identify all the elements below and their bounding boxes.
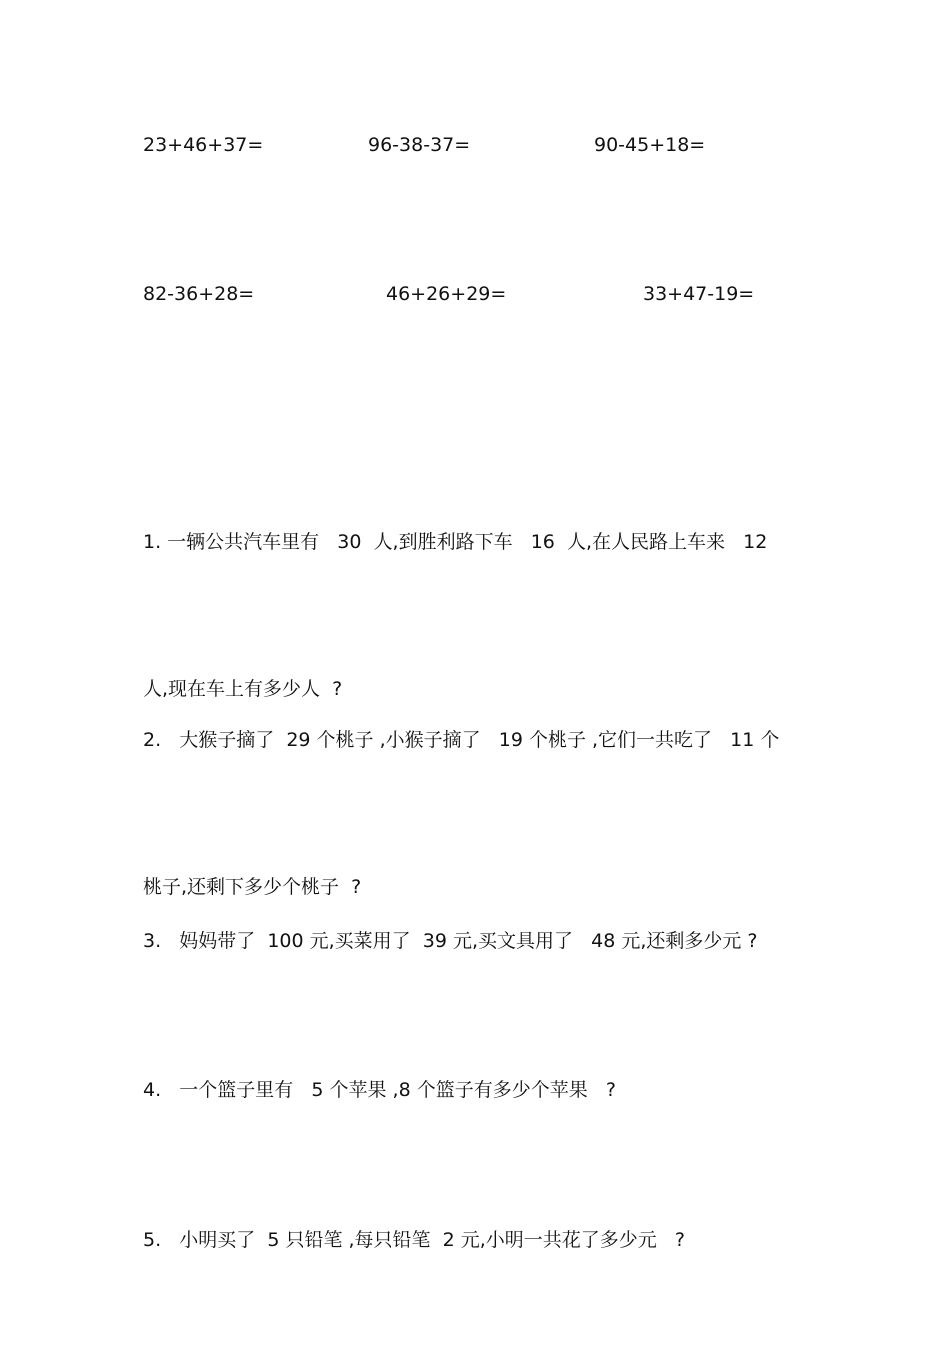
problem-text-line: 4. 一个篮子里有 5 个苹果 ,8 个篮子有多少个苹果 ? [143,1079,616,1101]
problem-text-line: 3. 妈妈带了 100 元,买菜用了 39 元,买文具用了 48 元,还剩多少元 ? [143,930,758,952]
calc-expression: 82-36+28= [143,283,255,305]
calc-expression: 90-45+18= [594,134,706,156]
calc-expression: 46+26+29= [386,283,507,305]
problem-text-line: 2. 大猴子摘了 29 个桃子 ,小猴子摘了 19 个桃子 ,它们一共吃了 11 个 [143,729,780,751]
problem-text-line: 5. 小明买了 5 只铅笔 ,每只铅笔 2 元,小明一共花了多少元 ? [143,1229,685,1251]
problem-text-line: 1. 一辆公共汽车里有 30 人,到胜利路下车 16 人,在人民路上车来 12 [143,531,768,553]
word-problem-5 [143,1118,823,1363]
problem-text-line: 人,现在车上有多少人 ? [143,678,343,700]
calc-expression: 23+46+37= [143,134,264,156]
problem-text-line: 桃子,还剩下多少个桃子 ? [143,876,362,898]
calc-expression: 33+47-19= [643,283,755,305]
calc-expression: 96-38-37= [368,134,471,156]
